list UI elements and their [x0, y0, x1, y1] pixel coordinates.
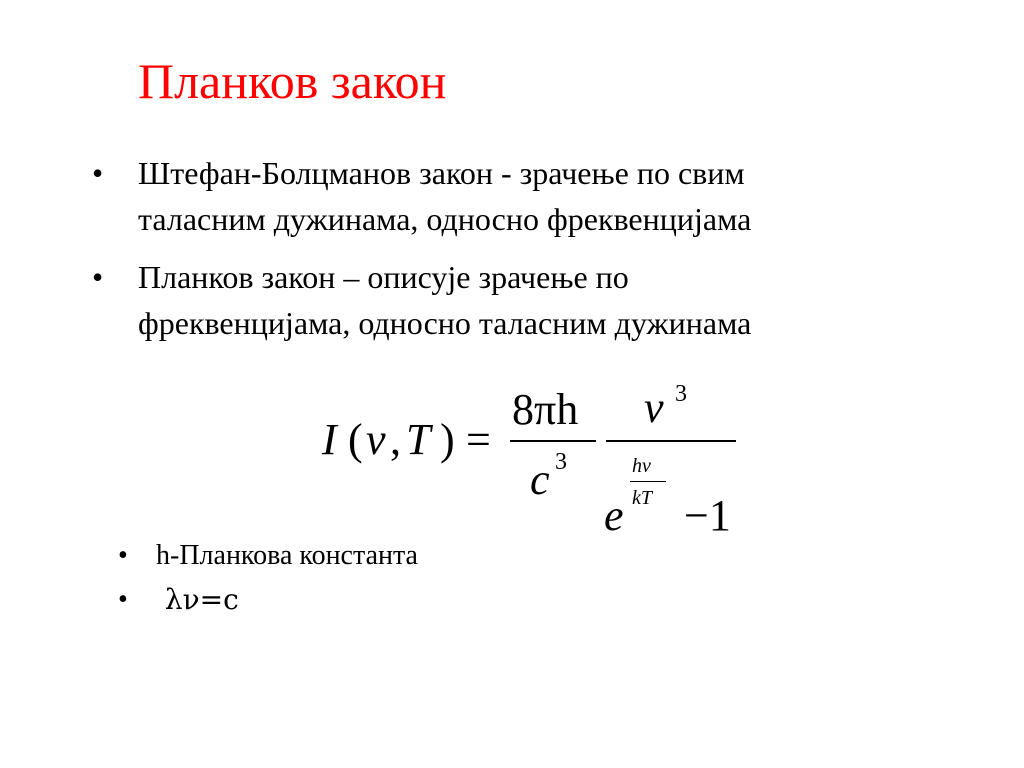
formula-nu: ν — [366, 415, 386, 464]
bullet-marker: • — [92, 155, 104, 191]
formula-den1-exp: 3 — [555, 449, 567, 475]
bullet-list — [92, 150, 952, 358]
note-wave-relation — [118, 578, 418, 623]
formula-den2-e: e — [604, 491, 624, 540]
formula-den1-c: c — [530, 455, 550, 504]
bullet-line: Штефан-Болцманов закон - зрачење по свим — [138, 155, 745, 191]
formula-num1: 8πh — [512, 385, 579, 434]
formula-equals: = — [466, 415, 491, 464]
notes-list — [118, 534, 418, 623]
fraction-bar-1 — [510, 440, 596, 442]
formula-exp-num: hν — [632, 455, 651, 477]
bullet-item-stefan-boltzmann — [92, 150, 952, 242]
slide-title: Планков закон — [138, 53, 447, 109]
formula-I: I — [322, 415, 337, 464]
formula-close-paren: ) — [440, 415, 455, 464]
formula-comma: , — [390, 415, 401, 464]
bullet-line: таласним дужинама, односно фреквенцијама — [138, 201, 752, 237]
formula-minus-one: −1 — [684, 491, 731, 540]
formula-num2-nu: ν — [644, 383, 664, 432]
bullet-item-planck — [92, 254, 952, 346]
bullet-line: фреквенцијама, односно таласним дужинама — [138, 305, 752, 341]
bullet-line: Планков закон – описује зрачење по — [138, 259, 629, 295]
note-text: h-Планкова константа — [156, 540, 418, 571]
bullet-marker: • — [92, 259, 104, 295]
note-planck-constant — [118, 534, 418, 578]
formula-T: T — [406, 415, 431, 464]
fraction-bar-2 — [606, 440, 736, 442]
formula-exp-den: kT — [632, 487, 652, 509]
bullet-marker: • — [118, 584, 128, 615]
bullet-marker: • — [118, 540, 128, 571]
formula-open-paren: ( — [348, 415, 363, 464]
exponent-fraction-bar — [630, 481, 666, 482]
formula-num2-exp: 3 — [675, 381, 687, 407]
note-text: λν=c — [156, 583, 239, 616]
